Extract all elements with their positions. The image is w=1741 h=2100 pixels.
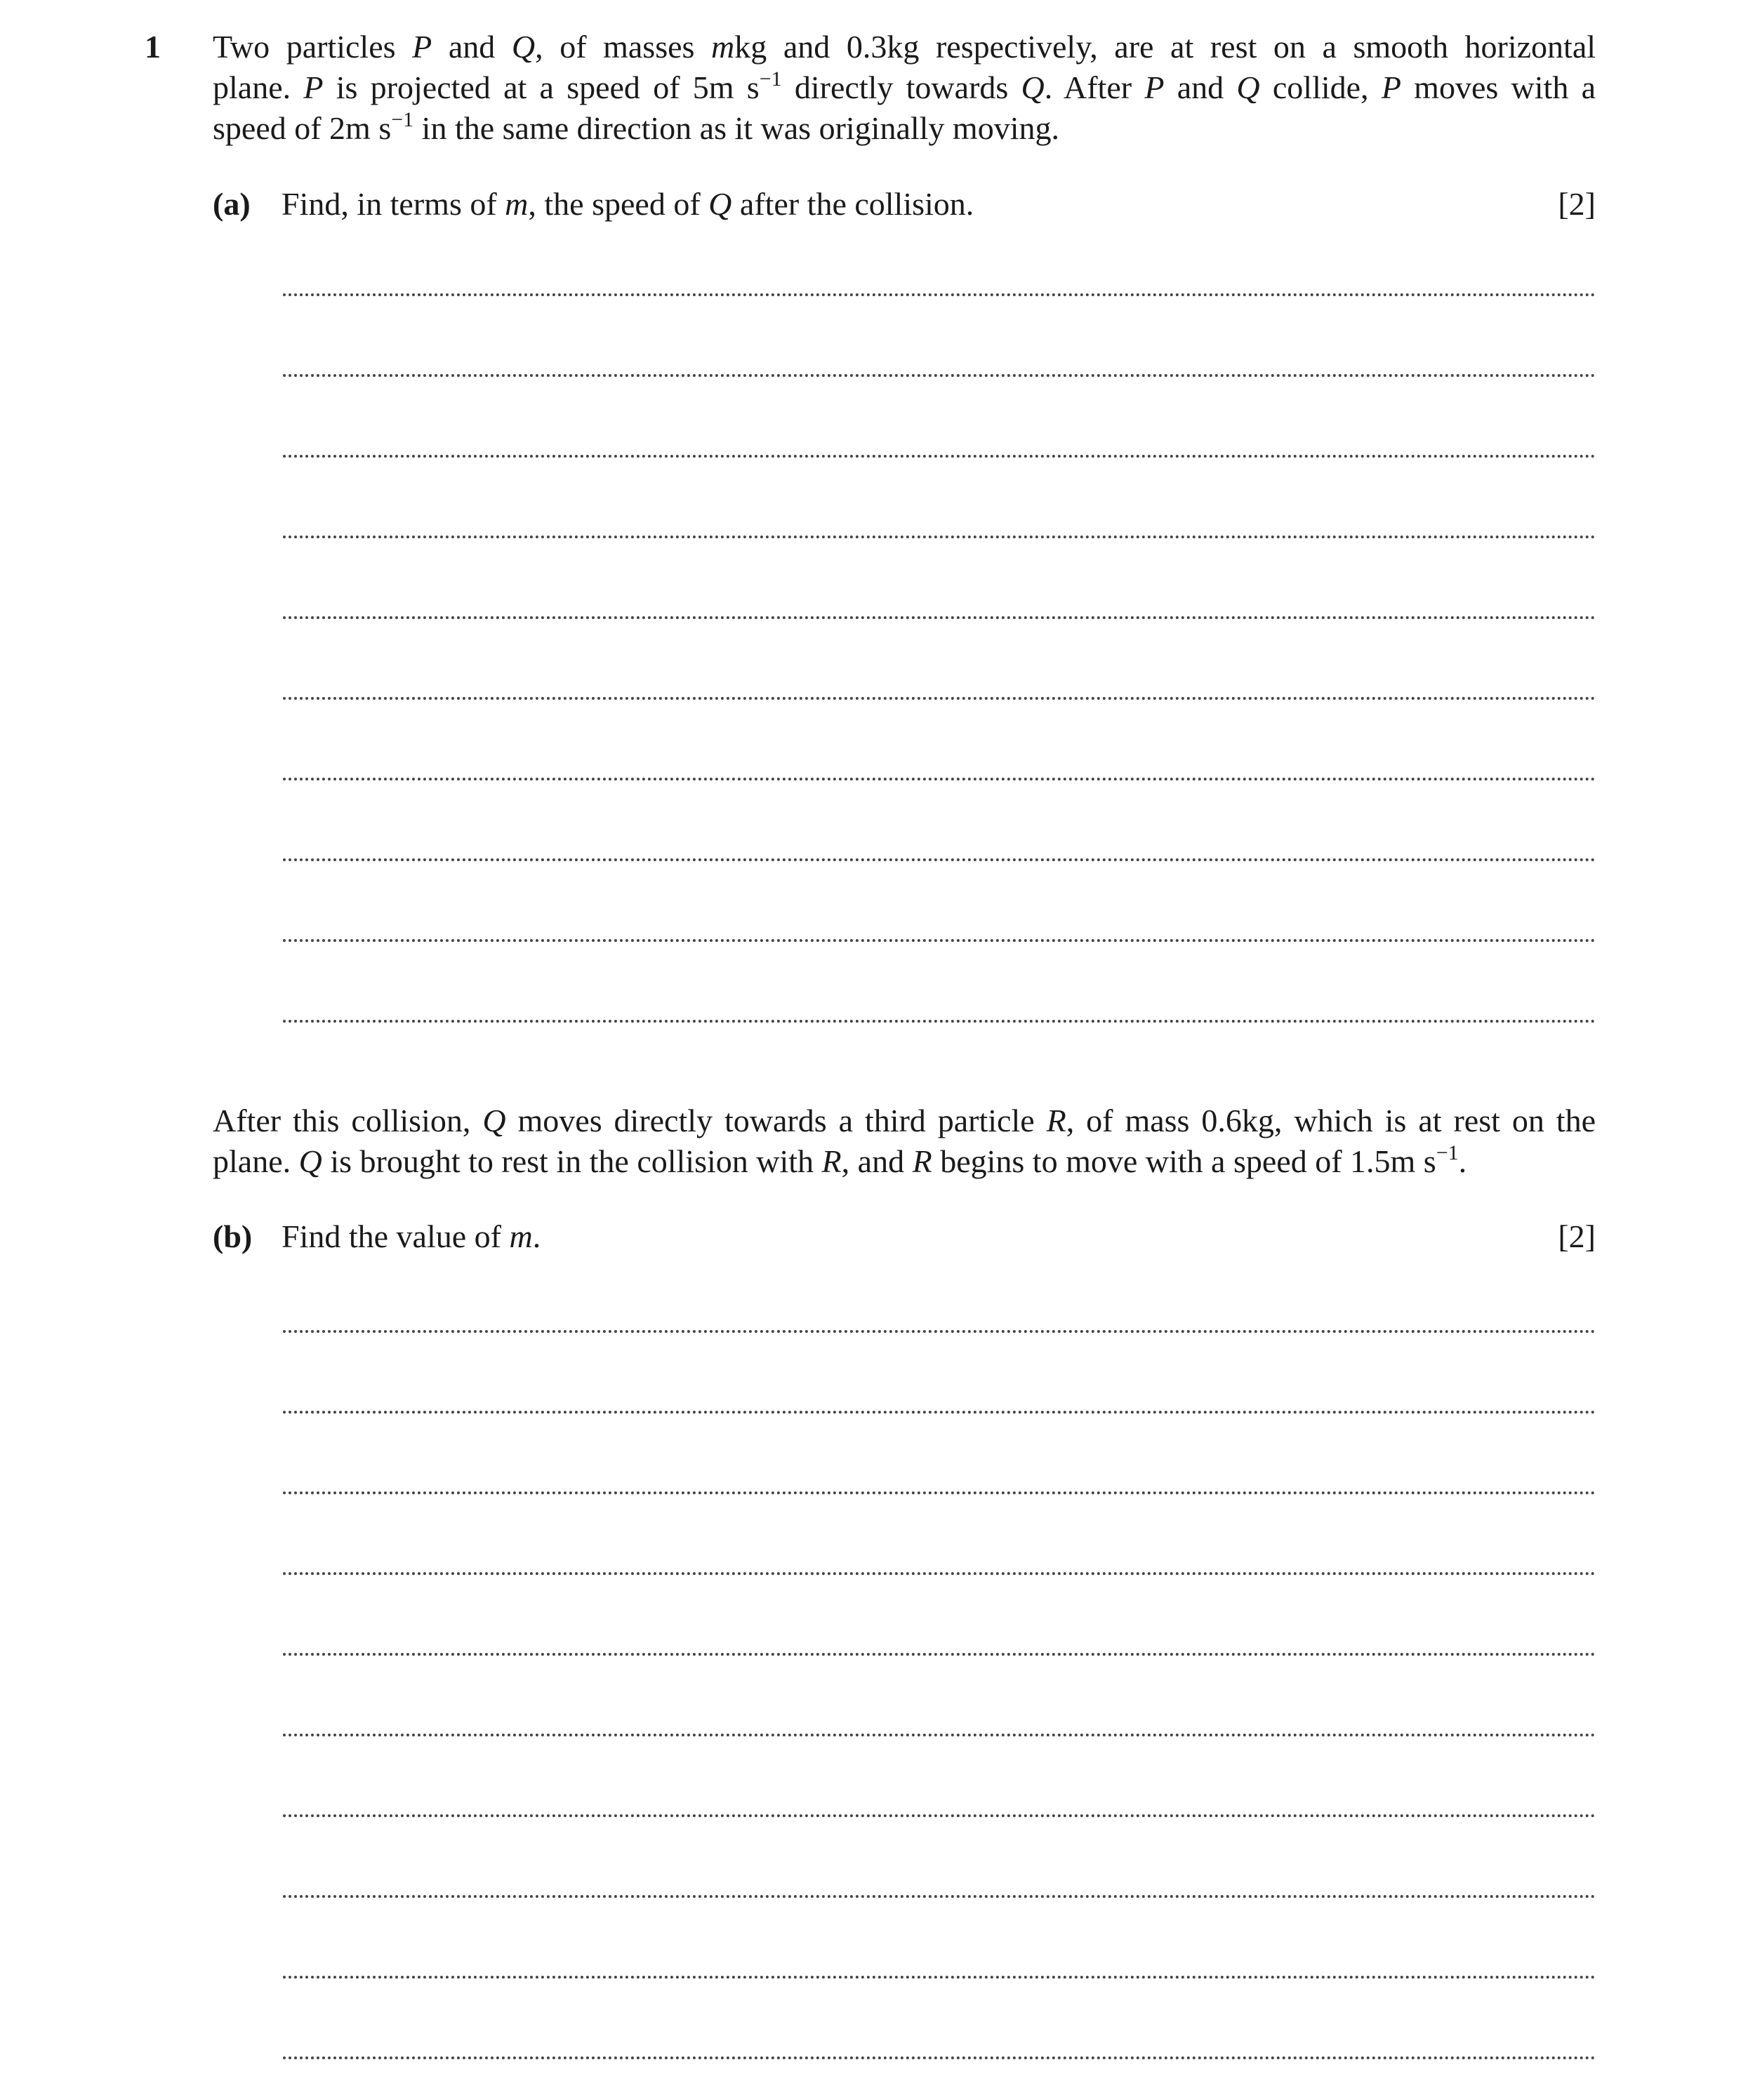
text: , the speed of xyxy=(528,186,709,222)
text: after the collision. xyxy=(732,186,974,222)
answer-line[interactable] xyxy=(283,858,1596,861)
context-line-2 xyxy=(213,1141,1596,1182)
answer-line[interactable] xyxy=(283,1330,1596,1333)
answer-line[interactable] xyxy=(283,616,1596,619)
answer-line[interactable] xyxy=(283,1020,1596,1023)
question-intro xyxy=(213,27,1596,149)
text: After this collision, xyxy=(213,1103,483,1138)
answer-line[interactable] xyxy=(283,1976,1596,1979)
var-p: P xyxy=(412,29,432,65)
text: kg and 0.3kg respectively, are at rest on a smooth horizontal xyxy=(734,29,1596,65)
text: in the same direction as it was originally moving. xyxy=(413,110,1059,146)
answer-line[interactable] xyxy=(283,455,1596,458)
text: moves directly towards a third particle xyxy=(505,1103,1047,1138)
text: plane. xyxy=(213,1143,299,1179)
intro-line-2 xyxy=(213,67,1596,108)
answer-line[interactable] xyxy=(283,1895,1596,1898)
answer-line[interactable] xyxy=(283,778,1596,780)
answer-line[interactable] xyxy=(283,1814,1596,1817)
text: , of mass 0.6kg, which is at rest on the xyxy=(1066,1103,1596,1138)
var-r: R xyxy=(821,1143,842,1179)
text: , and xyxy=(841,1143,913,1179)
var-q: Q xyxy=(1236,69,1260,105)
text: is projected at a speed of 5m s xyxy=(323,69,760,105)
answer-line[interactable] xyxy=(283,293,1596,296)
part-b-prompt xyxy=(213,1216,1596,1257)
part-b-label: (b) xyxy=(213,1218,253,1254)
part-b-marks: [2] xyxy=(1558,1218,1596,1254)
text: speed of 2m s xyxy=(213,110,392,146)
intro-line-1 xyxy=(213,27,1596,67)
var-q: Q xyxy=(1021,69,1045,105)
var-q: Q xyxy=(511,29,536,65)
var-q: Q xyxy=(298,1143,322,1179)
text: Find the value of xyxy=(282,1218,510,1254)
part-a-prompt xyxy=(213,184,1596,225)
var-q: Q xyxy=(482,1103,506,1138)
text: directly towards xyxy=(781,69,1021,105)
text: collide, xyxy=(1259,69,1382,105)
var-m: m xyxy=(505,186,529,222)
var-m: m xyxy=(711,29,735,65)
var-m: m xyxy=(509,1218,533,1254)
var-p: P xyxy=(1144,69,1165,105)
text: , of masses xyxy=(535,29,712,65)
part-a-label: (a) xyxy=(213,186,251,222)
text: . After xyxy=(1044,69,1145,105)
var-q: Q xyxy=(708,186,732,222)
part-a-marks: [2] xyxy=(1558,186,1596,222)
text: and xyxy=(1164,69,1237,105)
answer-line[interactable] xyxy=(283,1572,1596,1575)
context-line-1 xyxy=(213,1101,1596,1141)
context-paragraph xyxy=(213,1101,1596,1182)
text: plane. xyxy=(213,69,304,105)
answer-line[interactable] xyxy=(283,1411,1596,1414)
text: and xyxy=(432,29,512,65)
answer-line[interactable] xyxy=(283,374,1596,377)
text: is brought to rest in the collision with xyxy=(322,1143,822,1179)
answer-line[interactable] xyxy=(283,536,1596,538)
answer-line[interactable] xyxy=(283,939,1596,942)
answer-line[interactable] xyxy=(283,2056,1596,2059)
var-r: R xyxy=(1046,1103,1066,1138)
question-number: 1 xyxy=(145,29,161,65)
text: Find, in terms of xyxy=(282,186,505,222)
var-p: P xyxy=(1381,69,1401,105)
answer-line[interactable] xyxy=(283,697,1596,700)
text: . xyxy=(532,1218,541,1254)
var-p: P xyxy=(303,69,324,105)
text: moves with a xyxy=(1401,69,1596,105)
text: begins to move with a speed of 1.5m s xyxy=(932,1143,1436,1179)
exponent: −1 xyxy=(391,108,414,131)
answer-line[interactable] xyxy=(283,1491,1596,1494)
var-r: R xyxy=(912,1143,932,1179)
exponent: −1 xyxy=(759,67,782,91)
answer-line[interactable] xyxy=(283,1734,1596,1736)
intro-line-3 xyxy=(213,108,1596,149)
text: . xyxy=(1458,1143,1467,1179)
answer-line[interactable] xyxy=(283,1653,1596,1656)
exponent: −1 xyxy=(1436,1141,1459,1164)
text: Two particles xyxy=(213,29,413,65)
